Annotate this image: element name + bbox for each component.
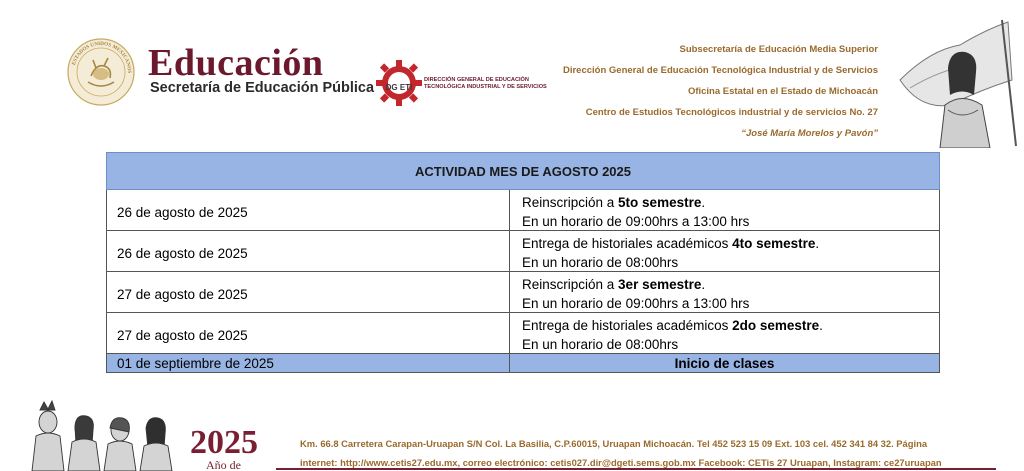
women-illustration — [26, 400, 178, 471]
dgeti-logo-letters: DG ETI — [385, 83, 413, 92]
table-row-final — [106, 354, 940, 373]
row-date: 27 de agosto de 2025 — [107, 313, 510, 353]
institution-line-4: Centro de Estudios Tecnológicos industrial y de servicios No. 27 — [585, 107, 878, 118]
heroine-illustration — [890, 10, 1018, 148]
institution-block — [563, 44, 878, 149]
year-subtitle: Año de — [206, 458, 241, 471]
table-row — [106, 272, 940, 313]
institution-line-3: Oficina Estatal en el Estado de Michoacán — [687, 86, 878, 97]
dgeti-text — [424, 77, 547, 90]
row-activity: Entrega de historiales académicos 2do semestre. En un horario de 08:00hrs — [522, 318, 823, 352]
row-date: 27 de agosto de 2025 — [107, 272, 510, 312]
dgeti-gear-logo — [375, 58, 423, 108]
table-row — [106, 190, 940, 231]
institution-line-5: “José María Morelos y Pavón” — [741, 128, 878, 139]
final-date: 01 de septiembre de 2025 — [107, 354, 510, 372]
dgeti-line2: TECNOLÓGICA INDUSTRIAL Y DE SERVICIOS — [424, 83, 547, 90]
row-date: 26 de agosto de 2025 — [107, 231, 510, 271]
seal-text: ESTADOS UNIDOS MEXICANOS — [70, 40, 133, 74]
institution-line-2: Dirección General de Educación Tecnológica Industrial y de Servicios — [562, 65, 878, 76]
mexico-seal-logo — [66, 38, 136, 106]
education-subtitle: Secretaría de Educación Pública — [150, 80, 375, 96]
table-title: ACTIVIDAD MES DE AGOSTO 2025 — [106, 152, 940, 190]
final-activity: Inicio de clases — [674, 355, 775, 371]
row-date: 26 de agosto de 2025 — [107, 190, 510, 230]
row-activity: Reinscripción a 3er semestre. En un horario de 09:00hrs a 13:00 hrs — [522, 277, 750, 311]
dgeti-line1: DIRECCIÓN GENERAL DE EDUCACIÓN — [424, 77, 529, 83]
row-activity: Entrega de historiales académicos 4to semestre. En un horario de 08:00hrs — [522, 236, 820, 270]
education-title: Educación — [148, 42, 324, 84]
institution-line-1: Subsecretaría de Educación Media Superior — [679, 44, 878, 55]
year-2025: 2025 — [190, 424, 258, 461]
activity-table — [106, 152, 940, 373]
address-line-2[interactable]: internet: http://www.cetis27.edu.mx, correo electrónico: cetis027.dir@dgeti.sems.gob.mx Facebook: CETis 27 Uruapan, Instagram: ce27uruapan — [300, 457, 942, 468]
table-row — [106, 231, 940, 272]
table-row — [106, 313, 940, 354]
footer-divider — [276, 468, 996, 470]
address-line-1: Km. 66.8 Carretera Carapan-Uruapan S/N Col. La Basilia, C.P.60015, Uruapan Michoacán. Tel 452 523 15 09 Ext. 103 cel. 452 341 84 32. Página — [300, 438, 928, 449]
row-activity: Reinscripción a 5to semestre. En un horario de 09:00hrs a 13:00 hrs — [522, 195, 750, 229]
footer-address — [300, 434, 990, 471]
